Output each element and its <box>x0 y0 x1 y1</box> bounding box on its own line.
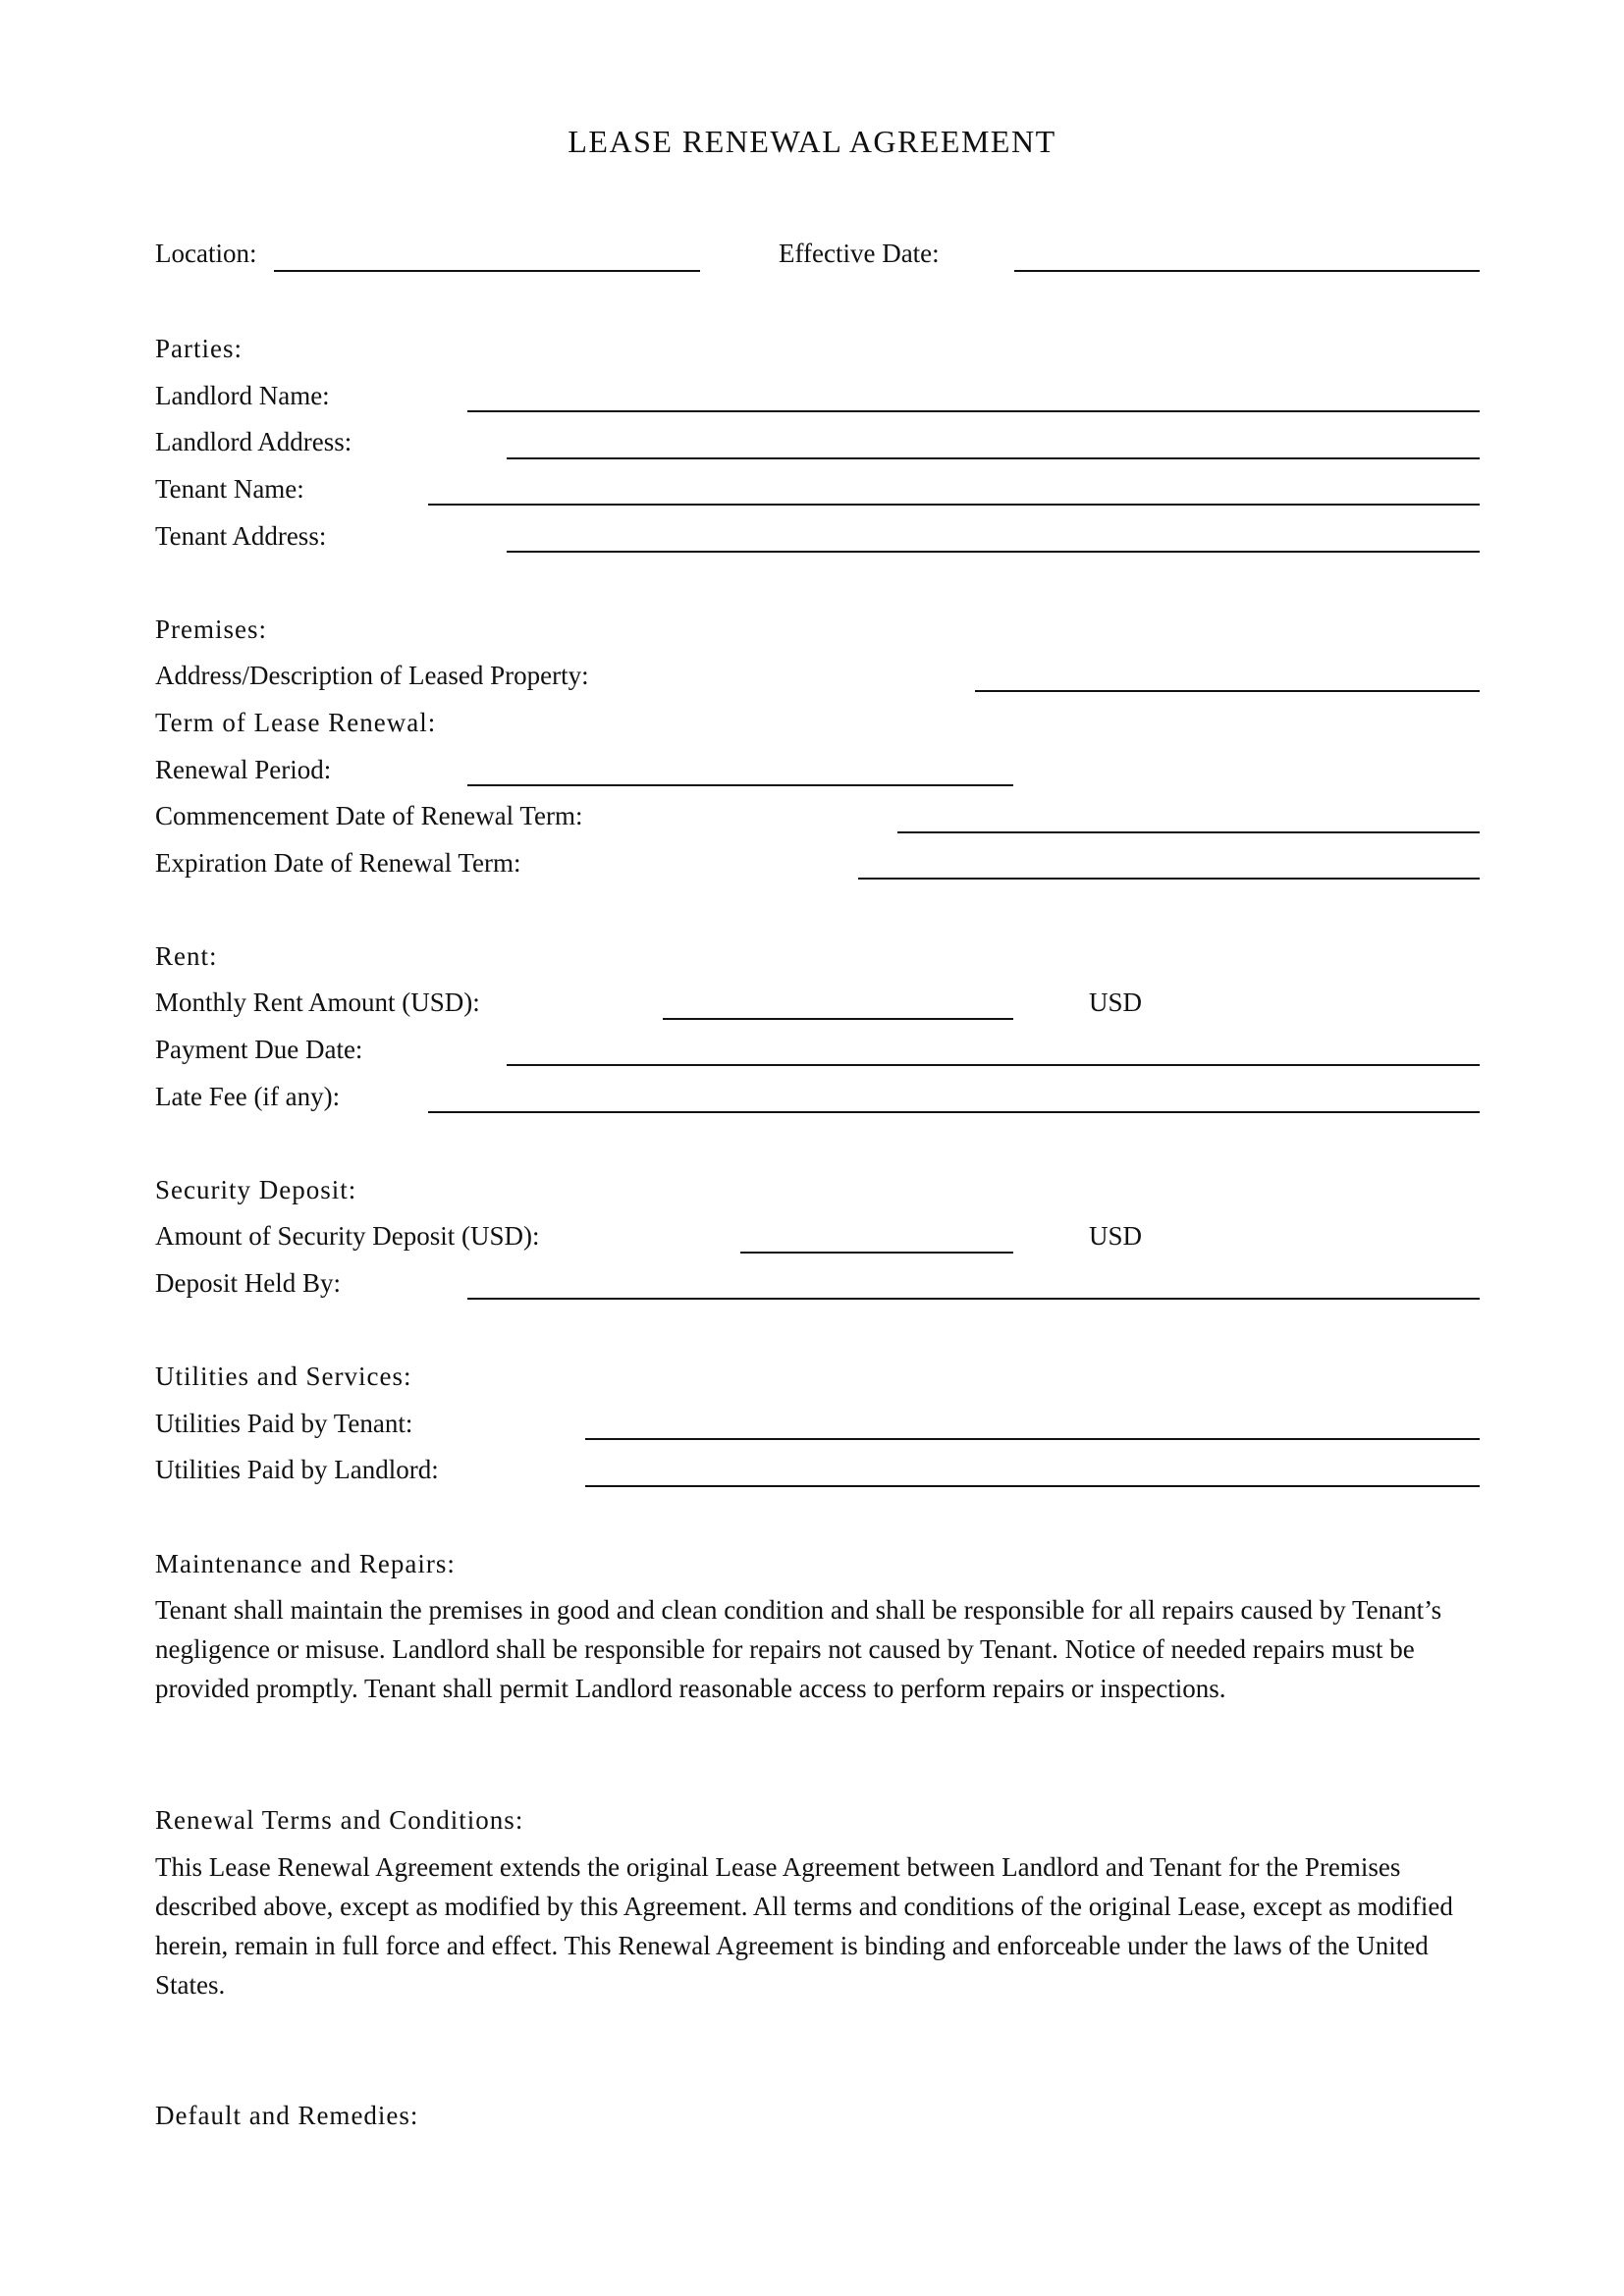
utilities-landlord-label: Utilities Paid by Landlord: <box>155 1455 439 1484</box>
maintenance-heading: Maintenance and Repairs: <box>155 1549 456 1578</box>
premises-address-label: Address/Description of Leased Property: <box>155 661 589 690</box>
premises-heading: Premises: <box>155 614 267 644</box>
deposit-held-by-field[interactable] <box>467 1298 1480 1300</box>
security-deposit-heading: Security Deposit: <box>155 1175 357 1204</box>
tenant-name-field[interactable] <box>428 504 1480 506</box>
expiration-date-field[interactable] <box>858 878 1480 880</box>
payment-due-date-label: Payment Due Date: <box>155 1035 363 1064</box>
tenant-address-field[interactable] <box>507 551 1480 553</box>
renewal-period-label: Renewal Period: <box>155 755 332 784</box>
landlord-name-field[interactable] <box>467 410 1480 412</box>
landlord-address-field[interactable] <box>507 457 1480 459</box>
deposit-amount-label: Amount of Security Deposit (USD): <box>155 1221 540 1251</box>
payment-due-date-field[interactable] <box>507 1064 1480 1066</box>
monthly-rent-label: Monthly Rent Amount (USD): <box>155 988 480 1017</box>
location-field[interactable] <box>274 270 700 272</box>
utilities-landlord-field[interactable] <box>585 1485 1480 1487</box>
document-title: LEASE RENEWAL AGREEMENT <box>568 124 1056 159</box>
premises-address-field[interactable] <box>975 690 1480 692</box>
landlord-name-label: Landlord Name: <box>155 381 330 410</box>
default-remedies-heading: Default and Remedies: <box>155 2101 419 2130</box>
monthly-rent-field[interactable] <box>663 1018 1013 1020</box>
rent-heading: Rent: <box>155 941 218 971</box>
renewal-terms-heading: Renewal Terms and Conditions: <box>155 1805 524 1835</box>
parties-heading: Parties: <box>155 334 243 363</box>
effective-date-field[interactable] <box>1014 270 1480 272</box>
late-fee-field[interactable] <box>428 1111 1480 1113</box>
utilities-heading: Utilities and Services: <box>155 1362 412 1391</box>
utilities-tenant-field[interactable] <box>585 1438 1480 1440</box>
effective-date-label: Effective Date: <box>779 239 940 268</box>
deposit-held-by-label: Deposit Held By: <box>155 1268 341 1298</box>
maintenance-paragraph: Tenant shall maintain the premises in good and clean condition and shall be responsible for all repairs caused by Tenant’s negligence or misuse. Landlord shall be responsible for repairs not caused by Tenant. Notice of needed repairs must be provided promptly. Tenant shall permit Landlord reasonable access to perform repairs or inspections. <box>155 1595 1442 1703</box>
monthly-rent-unit: USD <box>1089 988 1143 1017</box>
renewal-period-field[interactable] <box>467 784 1013 786</box>
commencement-date-label: Commencement Date of Renewal Term: <box>155 801 583 830</box>
tenant-name-label: Tenant Name: <box>155 474 304 504</box>
late-fee-label: Late Fee (if any): <box>155 1082 341 1111</box>
deposit-amount-unit: USD <box>1089 1221 1143 1251</box>
location-label: Location: <box>155 239 257 268</box>
commencement-date-field[interactable] <box>897 831 1480 833</box>
deposit-amount-field[interactable] <box>740 1252 1013 1254</box>
renewal-terms-paragraph: This Lease Renewal Agreement extends the original Lease Agreement between Landlord and Tenant for the Premises described above, except as modified by this Agreement. All terms and conditions of the original Lease, except as modified herein, remain in full force and effect. This Renewal Agreement is binding and enforceable under the laws of the United States. <box>155 1852 1453 2000</box>
expiration-date-label: Expiration Date of Renewal Term: <box>155 848 521 878</box>
term-heading: Term of Lease Renewal: <box>155 708 437 737</box>
tenant-address-label: Tenant Address: <box>155 521 327 551</box>
utilities-tenant-label: Utilities Paid by Tenant: <box>155 1409 413 1438</box>
landlord-address-label: Landlord Address: <box>155 427 352 456</box>
